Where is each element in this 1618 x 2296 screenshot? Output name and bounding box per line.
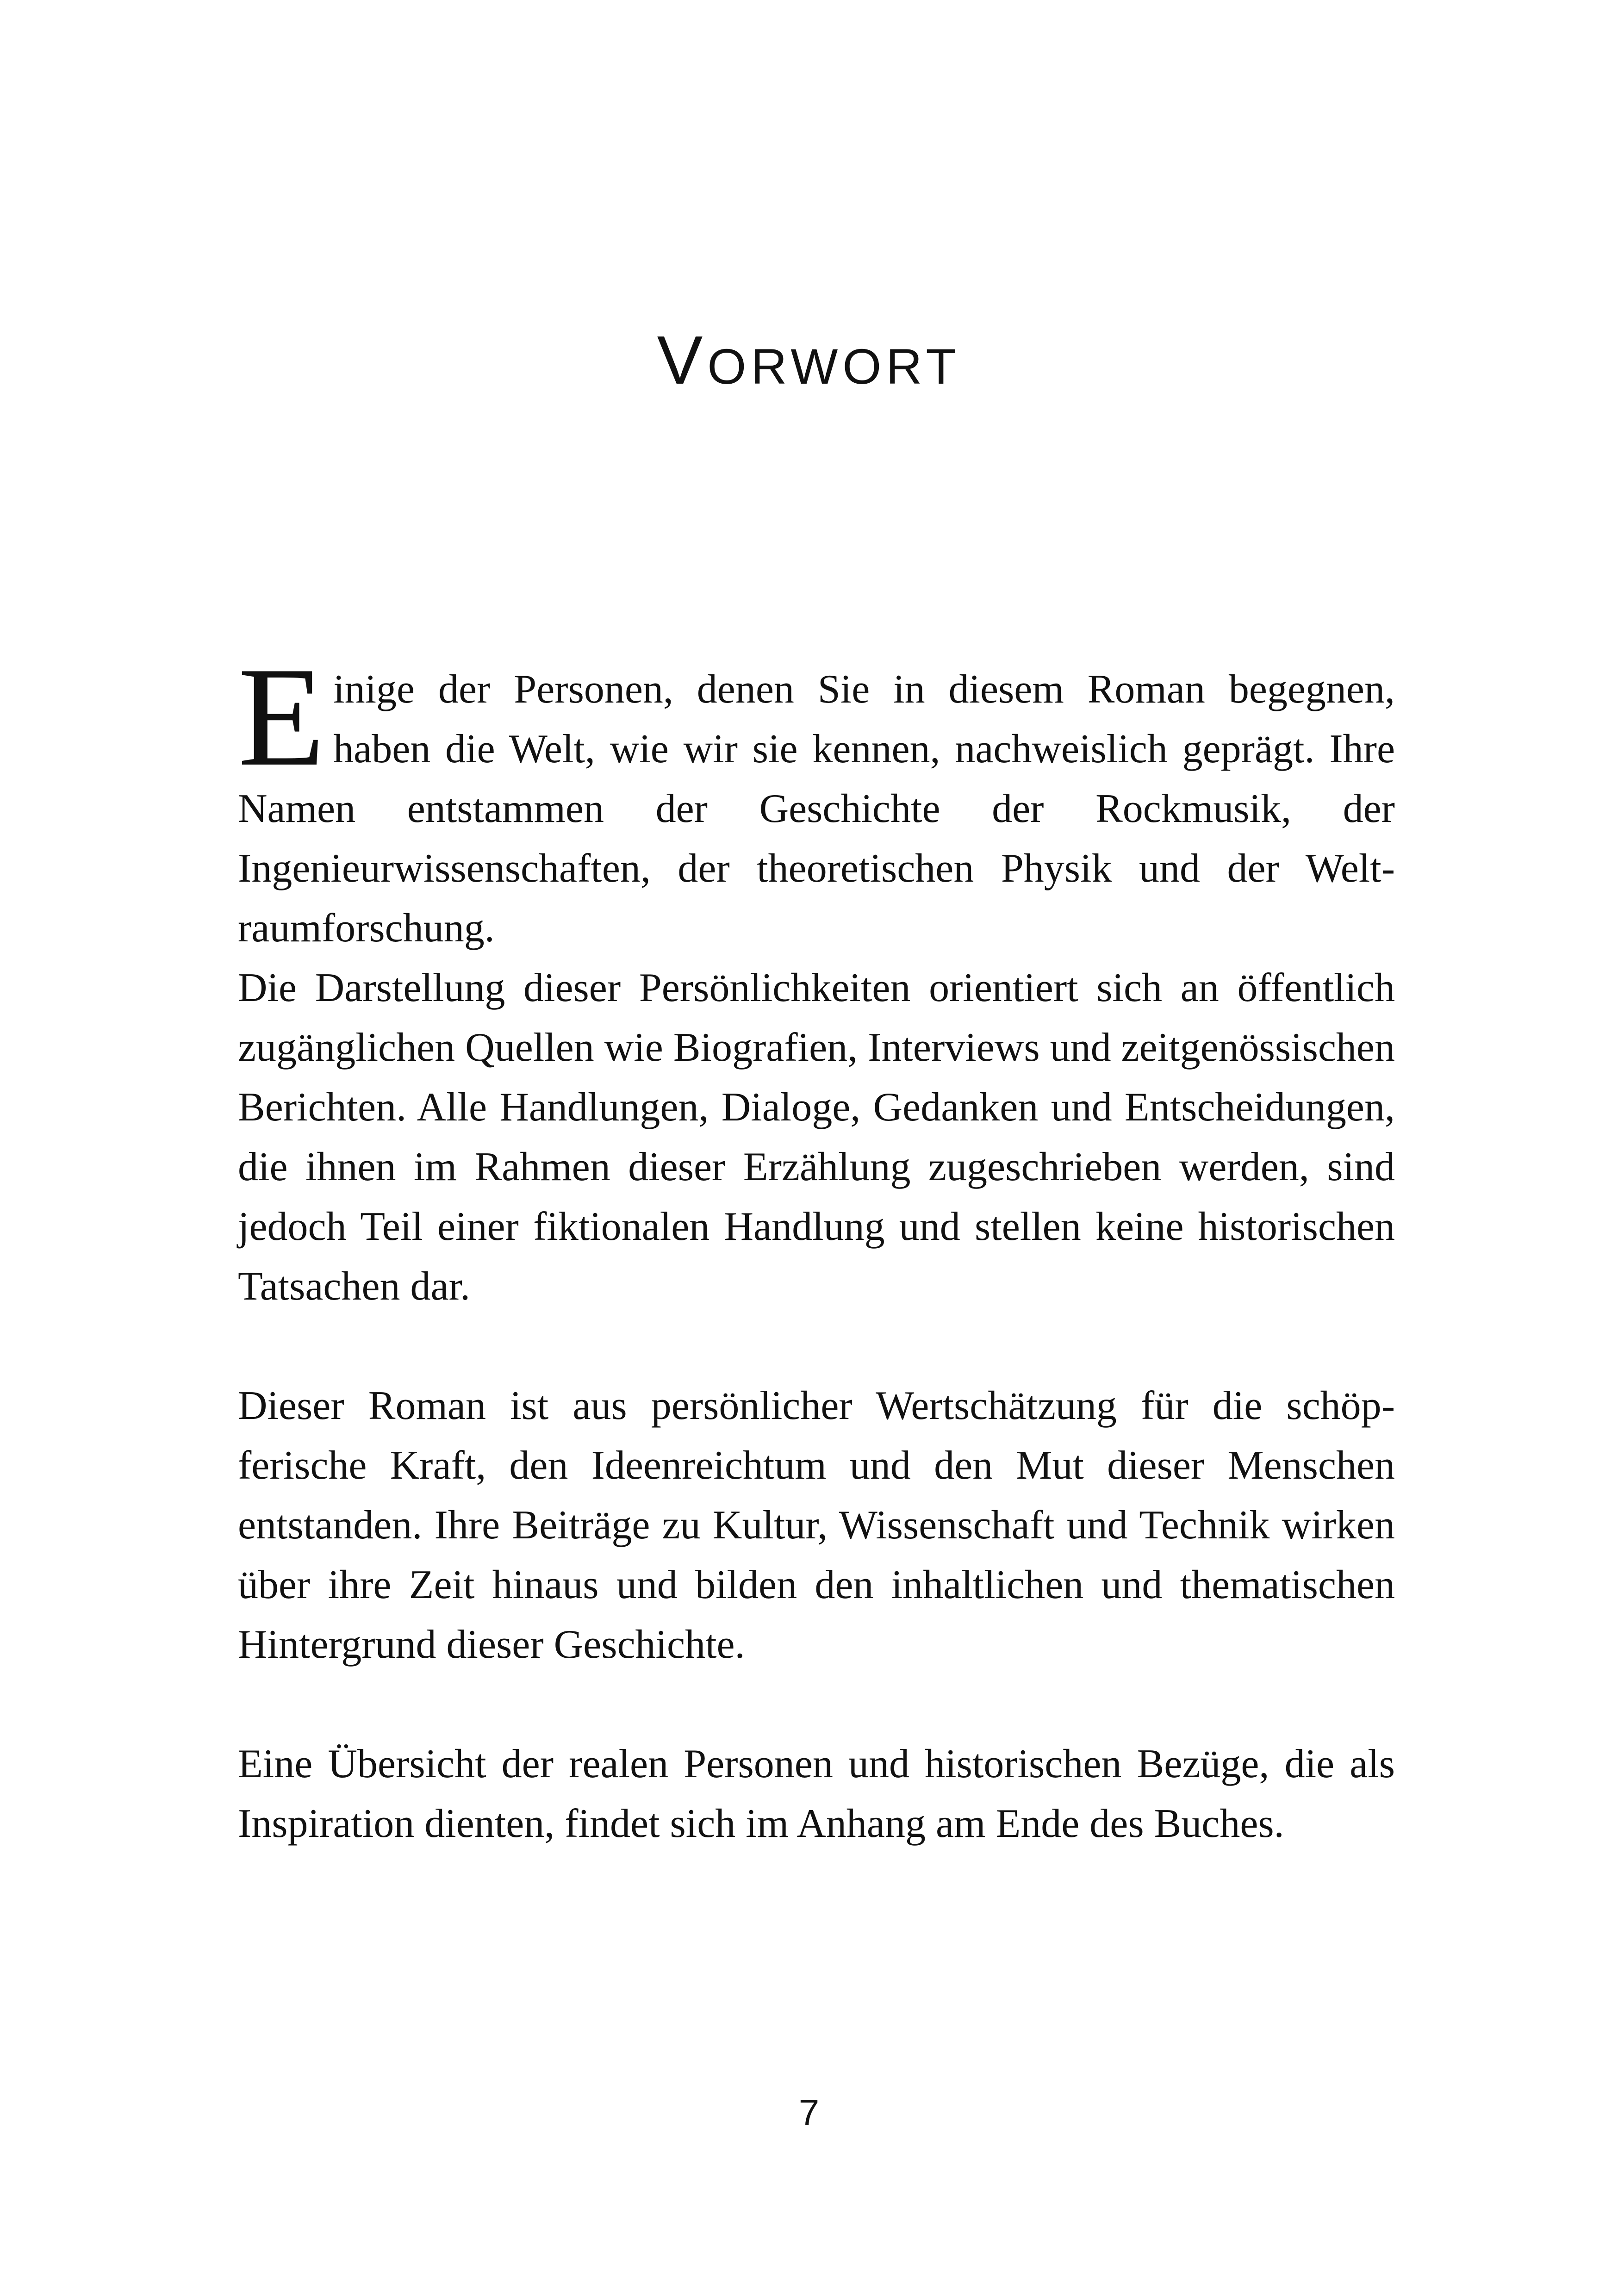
body-text	[238, 638, 1395, 1854]
drop-cap: E	[238, 638, 325, 796]
paragraph-3: Dieser Roman ist aus persönlicher Wertschätzung für die schöpferische Kraft, den Ideenreichtum und den Mut dieser Menschen entstanden. Ihre Beiträge zu Kultur, Wissenschaft und Technik wirken über ihre Zeit hinaus und bilden den inhaltlichen und thematischen Hintergrund dieser Geschichte.	[238, 1383, 1395, 1667]
paragraph-2: Die Darstellung dieser Persönlichkeiten orientiert sich an öffentlich zugänglichen Quellen wie Biografien, Interviews und zeitgenössischen Berichten. Alle Handlungen, Dialoge, Gedanken und Entscheidungen, die ihnen im Rahmen dieser Erzählung zugeschrieben werden, sind jedoch Teil einer fiktionalen Handlung und stellen keine historischen Tatsachen dar.	[238, 965, 1395, 1309]
paragraph-4: Eine Übersicht der realen Personen und historischen Bezüge, die als Inspiration dienten, findet sich im Anhang am Ende des Buches.	[238, 1742, 1395, 1846]
chapter-title-rest: ORWORT	[707, 338, 961, 394]
paragraph-1	[238, 638, 1395, 958]
paragraph-spacer	[238, 1674, 1395, 1734]
chapter-title	[0, 319, 1618, 402]
page-number: 7	[798, 2092, 820, 2133]
chapter-title-initial: V	[657, 322, 708, 398]
paragraph-spacer	[238, 1316, 1395, 1376]
paragraph-1-text: inige der Personen, denen Sie in diesem Roman begegnen, haben die Welt, wie wir sie kennen, nachweislich geprägt. Ihre Namen entstammen der Geschichte der Rockmusik, der Ingenieurwissenschaften, der theoretischen Physik und der Weltraumforschung.	[238, 667, 1395, 951]
